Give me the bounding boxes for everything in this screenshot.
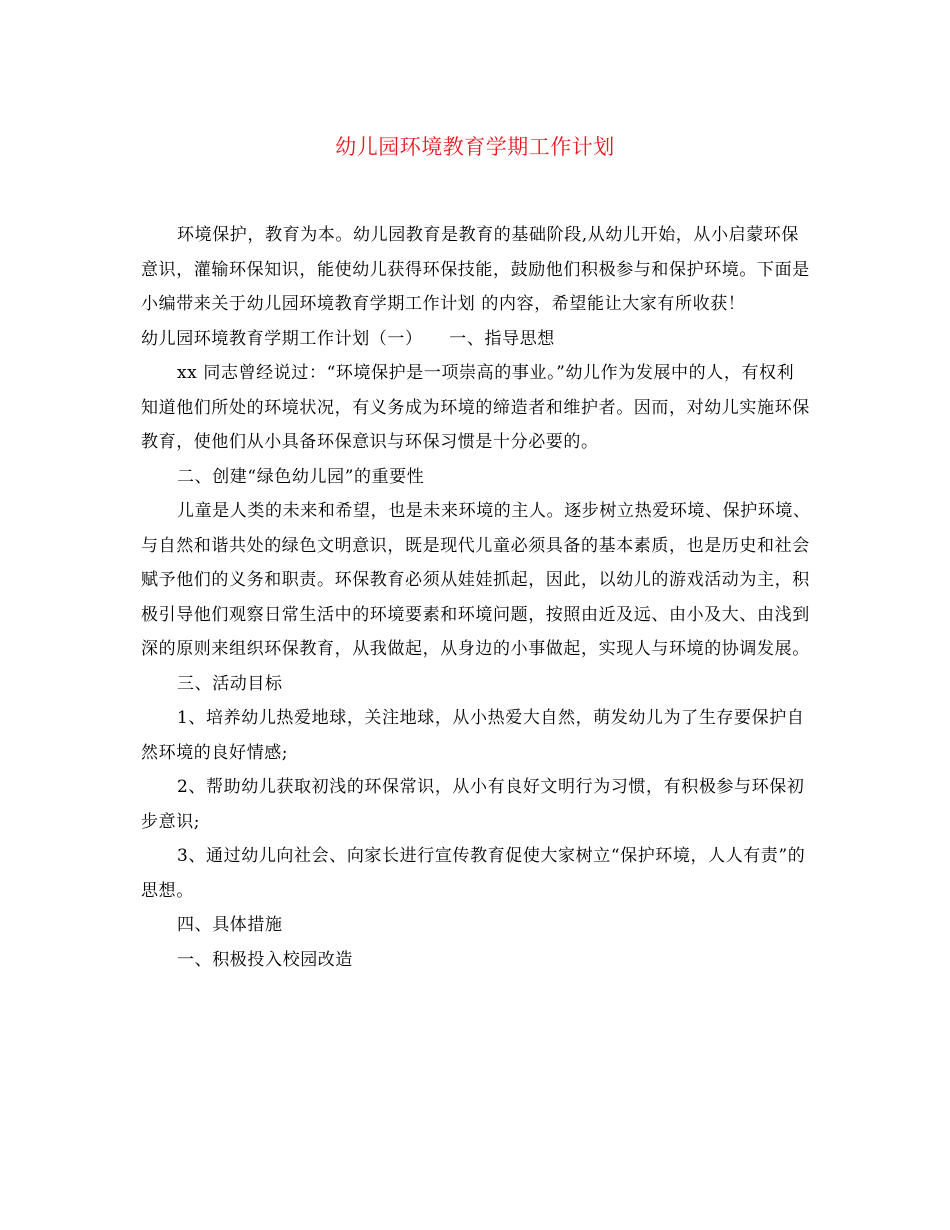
section-heading-importance: 二、创建“绿色幼儿园”的重要性 — [177, 466, 425, 487]
goal-item-2: 2、帮助幼儿获取初浅的环保常识，从小有良好文明行为习惯，有积极参与环保初步意识; — [141, 777, 805, 832]
goal-item-1: 1、培养幼儿热爱地球，关注地球，从小热爱大自然，萌发幼儿为了生存要保护自然环境的良好情感; — [141, 708, 805, 763]
paragraph-guiding-thought: xx 同志曾经说过：“环境保护是一项崇高的事业。”幼儿作为发展中的人，有权利知道他们所处的环境状况，有义务成为环境的缔造者和维护者。因而，对幼儿实施环保教育，使他们从小具备环保意识与环保习惯是十分必要的。 — [141, 363, 810, 452]
document-body — [141, 218, 811, 977]
paragraph-importance: 儿童是人类的未来和希望，也是未来环境的主人。逐步树立热爱环境、保护环境、与自然和谐共处的绿色文明意识，既是现代儿童必须具备的基本素质，也是历史和社会赋予他们的义务和职责。环保教育必须从娃娃抓起，因此，以幼儿的游戏活动为主，积极引导他们观察日常生活中的环境要素和环境问题，按照由近及远、由小及大、由浅到深的原则来组织环保教育，从我做起，从身边的小事做起，实现人与环境的协调发展。 — [141, 501, 811, 659]
paragraph-intro: 环境保护，教育为本。幼儿园教育是教育的基础阶段,从幼儿开始，从小启蒙环保意识，灌输环保知识，能使幼儿获得环保技能，鼓励他们积极参与和保护环境。下面是小编带来关于幼儿园环境教育学期工作计划 的内容，希望能让大家有所收获！ — [141, 225, 810, 314]
section-heading-goals: 三、活动目标 — [177, 673, 283, 694]
section-heading-measures: 四、具体措施 — [177, 915, 283, 935]
goal-item-3: 3、通过幼儿向社会、向家长进行宣传教育促使大家树立“保护环境，人人有责”的思想。 — [141, 846, 806, 901]
document-title: 幼儿园环境教育学期工作计划 — [335, 135, 615, 159]
measure-item-1: 一、积极投入校园改造 — [177, 949, 353, 970]
paragraph-plan-heading: 幼儿园环境教育学期工作计划（一） 一、指导思想 — [141, 328, 555, 349]
